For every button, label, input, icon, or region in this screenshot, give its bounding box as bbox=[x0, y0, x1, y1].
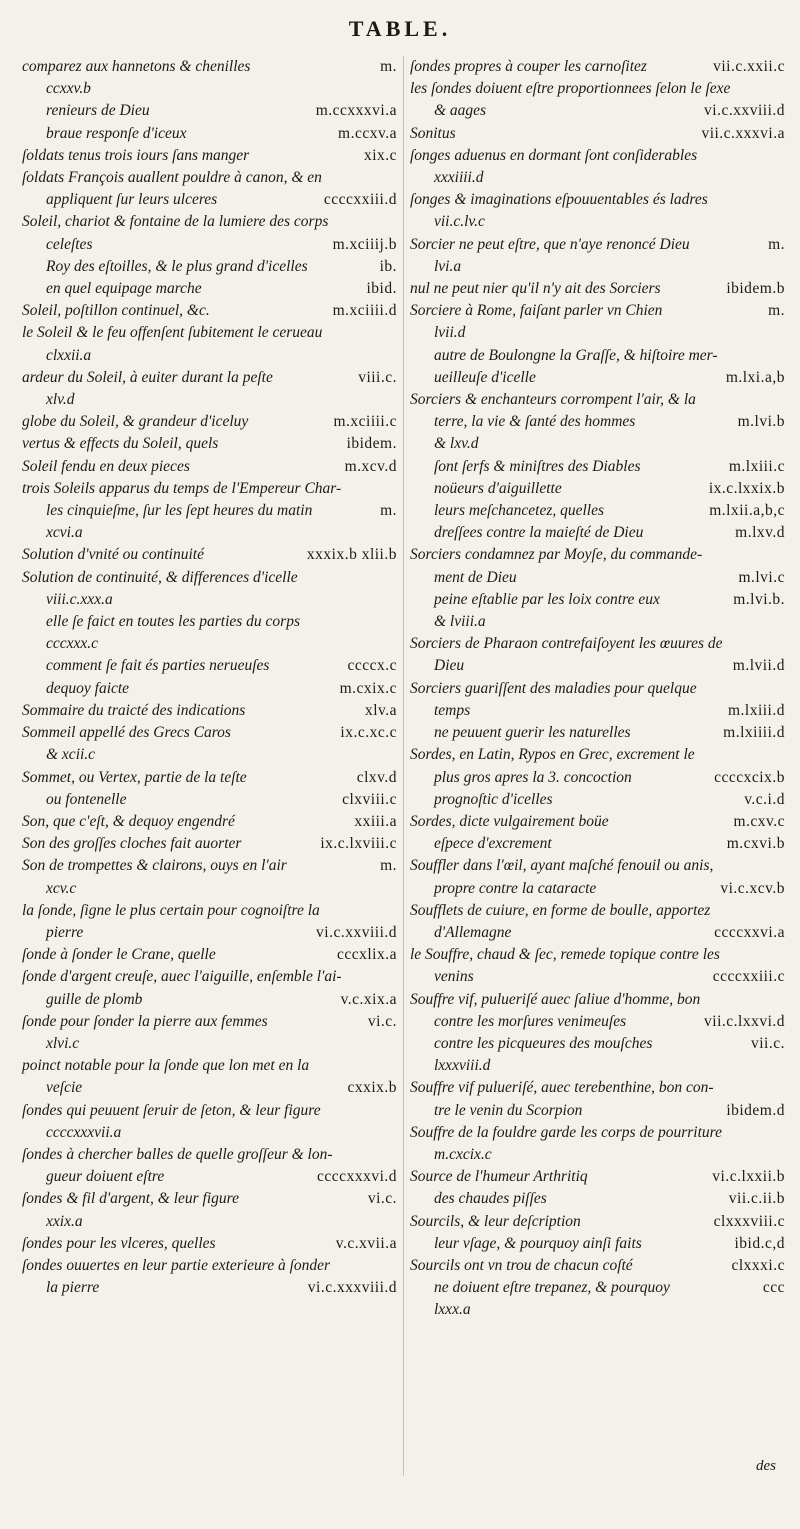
entry-text: lvii.d bbox=[434, 324, 466, 342]
index-entry bbox=[410, 1100, 785, 1122]
index-entry bbox=[22, 1100, 397, 1122]
index-entry bbox=[22, 722, 397, 744]
entry-text: comparez aux hannetons & chenilles bbox=[22, 58, 251, 75]
entry-text: ſonges & imaginations eſpouuentables és ladres bbox=[410, 191, 708, 209]
entry-text: Solution de continuité, & differences d'icelle bbox=[22, 568, 298, 586]
entry-text: les ſondes doiuent eſtre proportionnees ſelon le ſexe bbox=[410, 80, 731, 98]
entry-reference: ix.c.lxxix.b bbox=[708, 479, 785, 497]
right-column bbox=[410, 56, 785, 1322]
entry-reference: vii.c.ii.b bbox=[728, 1190, 785, 1208]
entry-reference: m.xciiij.b bbox=[332, 235, 397, 253]
index-entry bbox=[22, 655, 397, 677]
index-entry bbox=[22, 789, 397, 811]
index-entry bbox=[22, 345, 397, 367]
entry-text: Soleil fendu en deux pieces bbox=[22, 457, 190, 475]
index-entry bbox=[410, 1211, 785, 1233]
entry-text: ſondes ouuertes en leur partie exterieure à ſonder bbox=[22, 1256, 331, 1274]
entry-reference: ibid.c,d bbox=[734, 1234, 785, 1252]
index-entry bbox=[22, 567, 397, 589]
entry-text: ſondes & fil d'argent, & leur figure bbox=[22, 1190, 239, 1208]
index-entry bbox=[410, 700, 785, 722]
entry-text: ueilleuſe d'icelle bbox=[434, 368, 536, 386]
entry-reference: m.cxix.c bbox=[339, 679, 397, 697]
entry-reference: viii.c. bbox=[358, 368, 397, 386]
index-entry bbox=[410, 789, 785, 811]
entry-reference: vi.c.xxviii.d bbox=[316, 923, 397, 941]
entry-reference: ccccxxiii.d bbox=[323, 191, 397, 209]
index-entry bbox=[22, 211, 397, 233]
entry-text: ſondes propres à couper les carnoſitez bbox=[410, 58, 647, 75]
index-entry bbox=[22, 123, 397, 145]
index-entry bbox=[22, 944, 397, 966]
entry-reference: vi.c.lxxii.b bbox=[712, 1168, 785, 1186]
index-entry bbox=[22, 678, 397, 700]
index-entry bbox=[410, 256, 785, 278]
entry-reference: cxxix.b bbox=[347, 1079, 397, 1097]
index-entry bbox=[410, 389, 785, 411]
entry-text: propre contre la cataracte bbox=[434, 879, 597, 897]
index-entry bbox=[22, 1122, 397, 1144]
entry-reference: vi.c. bbox=[367, 1012, 397, 1030]
index-entry bbox=[22, 1033, 397, 1055]
index-entry bbox=[22, 922, 397, 944]
entry-reference: m. bbox=[380, 502, 397, 520]
entry-text: m.cxcix.c bbox=[434, 1145, 492, 1163]
index-entry bbox=[410, 322, 785, 344]
entry-reference: vi.c.xxviii.d bbox=[704, 102, 785, 120]
entry-reference: m.lxv.d bbox=[735, 524, 785, 542]
entry-text: leurs meſchancetez, quelles bbox=[434, 502, 605, 520]
entry-text: Son des groſſes cloches fait auorter bbox=[22, 835, 242, 853]
entry-text: ſonde à ſonder le Crane, quelle bbox=[22, 946, 216, 964]
entry-reference: xix.c bbox=[363, 146, 397, 164]
entry-text: Roy des eſtoilles, & le plus grand d'icelles bbox=[46, 257, 308, 275]
entry-reference: ix.c.xc.c bbox=[340, 724, 397, 742]
entry-text: Souffre de la fouldre garde les corps de pourriture bbox=[410, 1123, 722, 1141]
index-entry bbox=[410, 966, 785, 988]
entry-text: xlv.d bbox=[46, 391, 75, 409]
index-entry bbox=[410, 1033, 785, 1055]
entry-text: ſont ſerfs & miniſtres des Diables bbox=[434, 457, 641, 475]
entry-text: ſoldats tenus trois iours ſans manger bbox=[22, 146, 250, 164]
entry-reference: m. bbox=[768, 302, 785, 320]
entry-reference: xxiii.a bbox=[354, 812, 397, 830]
entry-reference: m.lxi.a,b bbox=[725, 368, 785, 386]
entry-reference: m.xciiii.d bbox=[332, 302, 397, 320]
entry-text: lxxxviii.d bbox=[434, 1057, 491, 1075]
index-entry bbox=[410, 78, 785, 100]
index-entry bbox=[22, 878, 397, 900]
entry-reference: m.lxiii.c bbox=[728, 457, 785, 475]
entry-text: le Soleil & le feu offenſent ſubitement le cerueau bbox=[22, 324, 323, 342]
index-entry bbox=[22, 78, 397, 100]
entry-reference: vii.c.xxxvi.a bbox=[701, 124, 785, 142]
entry-text: & lxv.d bbox=[434, 435, 479, 453]
entry-text: Sourcils ont vn trou de chacun coſté bbox=[410, 1256, 633, 1274]
index-entry bbox=[410, 611, 785, 633]
entry-text: Soleil, chariot & fontaine de la lumiere des corps bbox=[22, 213, 329, 231]
index-entry bbox=[22, 256, 397, 278]
index-entry bbox=[410, 1255, 785, 1277]
entry-reference: ibid. bbox=[366, 280, 397, 298]
entry-text: Souffre vif, pulueriſé auec ſaliue d'homme, bon bbox=[410, 990, 701, 1008]
index-entry bbox=[22, 589, 397, 611]
index-entry bbox=[410, 167, 785, 189]
entry-text: trois Soleils apparus du temps de l'Empereur Char- bbox=[22, 479, 342, 497]
index-entry bbox=[410, 56, 785, 78]
entry-text: temps bbox=[434, 701, 471, 719]
entry-text: guille de plomb bbox=[46, 990, 143, 1008]
index-entry bbox=[22, 1166, 397, 1188]
entry-reference: vi.c.xxxviii.d bbox=[307, 1279, 397, 1297]
entry-text: Son, que c'eſt, & dequoy engendré bbox=[22, 812, 235, 830]
entry-text: contre les morſures venimeuſes bbox=[434, 1012, 627, 1030]
entry-reference: m. bbox=[768, 235, 785, 253]
index-entry bbox=[22, 145, 397, 167]
entry-text: Sorciers & enchanteurs corrompent l'air, & la bbox=[410, 391, 696, 409]
entry-reference: ccccx.c bbox=[347, 657, 397, 675]
index-entry bbox=[410, 211, 785, 233]
index-entry bbox=[410, 123, 785, 145]
entry-text: poinct notable pour la ſonde que lon met en la bbox=[22, 1057, 310, 1075]
left-column bbox=[22, 56, 397, 1299]
entry-text: celeſtes bbox=[46, 235, 93, 253]
entry-text: Son de trompettes & clairons, ouys en l'air bbox=[22, 857, 287, 875]
index-entry bbox=[410, 544, 785, 566]
index-entry bbox=[22, 1211, 397, 1233]
entry-text: Sordes, dicte vulgairement boüe bbox=[410, 812, 609, 830]
entry-reference: v.c.xvii.a bbox=[335, 1234, 397, 1252]
index-entry bbox=[22, 1233, 397, 1255]
entry-reference: v.c.i.d bbox=[744, 790, 785, 808]
index-entry bbox=[410, 744, 785, 766]
entry-text: ment de Dieu bbox=[434, 568, 517, 586]
entry-reference: v.c.xix.a bbox=[340, 990, 397, 1008]
entry-reference: vi.c. bbox=[367, 1190, 397, 1208]
entry-text: elle ſe faict en toutes les parties du corps bbox=[46, 613, 300, 631]
entry-text: la ſonde, ſigne le plus certain pour cognoiſtre la bbox=[22, 901, 320, 919]
entry-text: lxxx.a bbox=[434, 1301, 471, 1319]
entry-text: nul ne peut nier qu'il n'y ait des Sorciers bbox=[410, 280, 661, 298]
entry-reference: xxxix.b xlii.b bbox=[306, 546, 397, 564]
entry-reference: ccccxxvi.a bbox=[714, 923, 785, 941]
index-entry bbox=[410, 1233, 785, 1255]
entry-text: terre, la vie & ſanté des hommes bbox=[434, 413, 636, 431]
index-entry bbox=[410, 300, 785, 322]
entry-text: tre le venin du Scorpion bbox=[434, 1101, 583, 1119]
entry-text: clxxii.a bbox=[46, 346, 92, 364]
entry-reference: m.lxiiii.d bbox=[723, 724, 785, 742]
index-entry bbox=[22, 833, 397, 855]
entry-text: Sommeil appellé des Grecs Caros bbox=[22, 724, 231, 742]
entry-reference: ccccxxiii.c bbox=[712, 968, 785, 986]
entry-text: pierre bbox=[46, 923, 84, 941]
entry-text: ne doiuent eſtre trepanez, & pourquoy bbox=[434, 1279, 670, 1297]
index-entry bbox=[410, 722, 785, 744]
index-entry bbox=[22, 278, 397, 300]
entry-text: & lviii.a bbox=[434, 613, 486, 631]
index-entry bbox=[22, 433, 397, 455]
index-entry bbox=[410, 500, 785, 522]
index-entry bbox=[410, 1055, 785, 1077]
entry-text: peine eſtablie par les loix contre eux bbox=[434, 590, 660, 608]
entry-reference: m.lvi.b bbox=[737, 413, 785, 431]
index-entry bbox=[22, 611, 397, 633]
index-entry bbox=[410, 922, 785, 944]
index-entry bbox=[22, 900, 397, 922]
entry-reference: m.ccxv.a bbox=[338, 124, 397, 142]
entry-reference: ccccxxxvi.d bbox=[317, 1168, 397, 1186]
index-entry bbox=[410, 278, 785, 300]
entry-text: Sommaire du traicté des indications bbox=[22, 701, 246, 719]
entry-text: ſondes qui peuuent ſeruir de ſeton, & leur figure bbox=[22, 1101, 321, 1119]
index-entry bbox=[410, 456, 785, 478]
entry-text: des chaudes piſſes bbox=[434, 1190, 547, 1208]
entry-reference: m.xcv.d bbox=[344, 457, 397, 475]
entry-reference: ibidem. bbox=[346, 435, 397, 453]
entry-text: Sorcier ne peut eſtre, que n'aye renoncé Dieu bbox=[410, 235, 690, 253]
entry-reference: m.ccxxxvi.a bbox=[315, 102, 397, 120]
entry-text: ſonde pour ſonder la pierre aux femmes bbox=[22, 1012, 268, 1030]
entry-text: ccccxxxvii.a bbox=[46, 1123, 122, 1141]
index-entry bbox=[410, 900, 785, 922]
index-entry bbox=[22, 456, 397, 478]
entry-text: xcvi.a bbox=[46, 524, 83, 542]
entry-text: renieurs de Dieu bbox=[46, 102, 150, 120]
index-entry bbox=[22, 478, 397, 500]
entry-text: xlvi.c bbox=[46, 1034, 80, 1052]
index-entry bbox=[22, 1011, 397, 1033]
entry-text: ſonges aduenus en dormant ſont conſiderables bbox=[410, 146, 698, 164]
entry-reference: m. bbox=[380, 857, 397, 875]
entry-text: Sordes, en Latin, Rypos en Grec, excrement le bbox=[410, 746, 695, 764]
index-entry bbox=[410, 411, 785, 433]
index-entry bbox=[22, 811, 397, 833]
index-entry bbox=[410, 478, 785, 500]
index-entry bbox=[410, 1299, 785, 1321]
index-entry bbox=[22, 56, 397, 78]
index-entry bbox=[410, 1122, 785, 1144]
entry-text: venins bbox=[434, 968, 474, 986]
entry-reference: vii.c. bbox=[751, 1034, 785, 1052]
index-entry bbox=[410, 855, 785, 877]
entry-text: Soleil, poſtillon continuel, &c. bbox=[22, 302, 210, 320]
index-entry bbox=[410, 433, 785, 455]
index-entry bbox=[410, 234, 785, 256]
catchword: des bbox=[756, 1458, 776, 1474]
index-entry bbox=[410, 100, 785, 122]
index-entry bbox=[22, 744, 397, 766]
entry-text: eſpece d'excrement bbox=[434, 835, 552, 853]
entry-text: veſcie bbox=[46, 1079, 83, 1097]
entry-text: Sorciers de Pharaon contrefaiſoyent les œuures de bbox=[410, 635, 723, 653]
index-entry bbox=[22, 100, 397, 122]
entry-reference: cccxlix.a bbox=[336, 946, 397, 964]
entry-text: Sorciers guariſſent des maladies pour quelque bbox=[410, 679, 697, 697]
index-entry bbox=[22, 500, 397, 522]
entry-text: & aages bbox=[434, 102, 487, 120]
index-entry bbox=[410, 633, 785, 655]
entry-text: braue responſe d'iceux bbox=[46, 124, 187, 142]
index-entry bbox=[410, 589, 785, 611]
index-entry bbox=[22, 700, 397, 722]
entry-reference: ix.c.lxviii.c bbox=[320, 835, 397, 853]
index-entry bbox=[410, 1077, 785, 1099]
entry-reference: m.lvi.b. bbox=[733, 590, 785, 608]
entry-text: Sorciers condamnez par Moyſe, du commande- bbox=[410, 546, 703, 564]
entry-text: Souffre vif pulueriſé, auec terebenthine, bon con- bbox=[410, 1079, 714, 1097]
index-entry bbox=[22, 322, 397, 344]
index-entry bbox=[410, 655, 785, 677]
entry-text: Solution d'vnité ou continuité bbox=[22, 546, 204, 564]
entry-text: xxxiiii.d bbox=[434, 169, 484, 187]
entry-text: ne peuuent guerir les naturelles bbox=[434, 724, 631, 742]
index-entry bbox=[410, 345, 785, 367]
page-header: TABLE. bbox=[348, 16, 452, 41]
entry-reference: ibidem.d bbox=[726, 1101, 785, 1119]
entry-text: les cinquieſme, ſur les ſept heures du matin bbox=[46, 502, 313, 520]
entry-reference: vii.c.xxii.c bbox=[713, 58, 785, 75]
entry-text: leur vſage, & pourquoy ainſi faits bbox=[434, 1234, 642, 1252]
index-entry bbox=[22, 522, 397, 544]
index-entry bbox=[22, 544, 397, 566]
column-divider bbox=[403, 56, 404, 1476]
entry-text: ccxxv.b bbox=[46, 80, 91, 98]
index-entry bbox=[410, 567, 785, 589]
index-entry bbox=[410, 1166, 785, 1188]
entry-text: en quel equipage marche bbox=[46, 280, 202, 298]
entry-text: Soufflets de cuiure, en forme de boulle, apportez bbox=[410, 901, 711, 919]
index-entry bbox=[410, 1188, 785, 1210]
entry-reference: m.xciiii.c bbox=[333, 413, 397, 431]
index-entry bbox=[22, 633, 397, 655]
entry-text: lvi.a bbox=[434, 257, 462, 275]
entry-text: noüeurs d'aiguillette bbox=[434, 479, 562, 497]
entry-reference: m.cxvi.b bbox=[726, 835, 785, 853]
entry-text: Dieu bbox=[434, 657, 465, 675]
entry-text: appliquent ſur leurs ulceres bbox=[46, 191, 218, 209]
index-entry bbox=[410, 989, 785, 1011]
entry-text: prognoſtic d'icelles bbox=[434, 790, 553, 808]
index-entry bbox=[410, 1277, 785, 1299]
index-entry bbox=[22, 411, 397, 433]
index-entry bbox=[410, 678, 785, 700]
entry-text: le Souffre, chaud & ſec, remede topique contre les bbox=[410, 946, 720, 964]
entry-text: Souffler dans l'œil, ayant maſché fenouil ou anis, bbox=[410, 857, 714, 875]
entry-reference: clxviii.c bbox=[342, 790, 397, 808]
entry-reference: ibidem.b bbox=[726, 280, 785, 298]
index-entry bbox=[410, 1011, 785, 1033]
entry-reference: m.lvi.c bbox=[738, 568, 785, 586]
entry-text: gueur doiuent eſtre bbox=[46, 1168, 165, 1186]
entry-text: & xcii.c bbox=[46, 746, 96, 764]
index-entry bbox=[410, 522, 785, 544]
entry-text: cccxxx.c bbox=[46, 635, 99, 653]
index-entry bbox=[410, 1144, 785, 1166]
entry-reference: m.lvii.d bbox=[732, 657, 785, 675]
index-entry bbox=[410, 811, 785, 833]
entry-reference: clxv.d bbox=[356, 768, 397, 786]
entry-text: ſonde d'argent creuſe, auec l'aiguille, enſemble l'ai- bbox=[22, 968, 342, 986]
entry-text: ardeur du Soleil, à euiter durant la peſte bbox=[22, 368, 273, 386]
entry-reference: m.lxiii.d bbox=[727, 701, 785, 719]
entry-text: vertus & effects du Soleil, quels bbox=[22, 435, 219, 453]
index-entry bbox=[22, 1077, 397, 1099]
entry-text: dequoy faicte bbox=[46, 679, 130, 697]
entry-reference: xlv.a bbox=[364, 701, 397, 719]
entry-reference: clxxxi.c bbox=[731, 1256, 785, 1274]
index-entry bbox=[410, 367, 785, 389]
entry-text: xcv.c bbox=[46, 879, 77, 897]
entry-text: ſoldats François auallent pouldre à canon, & en bbox=[22, 169, 322, 187]
entry-reference: vi.c.xcv.b bbox=[720, 879, 785, 897]
index-entry bbox=[22, 989, 397, 1011]
index-entry bbox=[410, 833, 785, 855]
entry-reference: m.lxii.a,b,c bbox=[709, 502, 785, 520]
index-entry bbox=[22, 167, 397, 189]
index-entry bbox=[410, 944, 785, 966]
entry-text: globe du Soleil, & grandeur d'iceluy bbox=[22, 413, 249, 431]
index-entry bbox=[22, 389, 397, 411]
entry-text: d'Allemagne bbox=[434, 923, 512, 941]
entry-text: ſondes à chercher balles de quelle groſſeur & lon- bbox=[22, 1145, 333, 1163]
index-entry bbox=[22, 300, 397, 322]
entry-text: vii.c.lv.c bbox=[434, 213, 485, 231]
entry-text: Sourcils, & leur deſcription bbox=[410, 1212, 581, 1230]
index-entry bbox=[22, 189, 397, 211]
entry-text: Source de l'humeur Arthritiq bbox=[410, 1168, 588, 1186]
entry-text: Sorciere à Rome, faiſant parler vn Chien bbox=[410, 302, 663, 320]
entry-text: xxix.a bbox=[46, 1212, 83, 1230]
entry-text: ſondes pour les vlceres, quelles bbox=[22, 1234, 216, 1252]
index-entry bbox=[22, 1144, 397, 1166]
entry-reference: ccccxcix.b bbox=[714, 768, 785, 786]
entry-reference: ccc bbox=[762, 1279, 785, 1297]
entry-text: dreſſees contre la maieſté de Dieu bbox=[434, 524, 644, 542]
index-entry bbox=[22, 1055, 397, 1077]
index-entry bbox=[22, 767, 397, 789]
entry-reference: vii.c.lxxvi.d bbox=[704, 1012, 785, 1030]
index-entry bbox=[22, 367, 397, 389]
index-entry bbox=[22, 855, 397, 877]
entry-text: contre les picqueures des mouſches bbox=[434, 1034, 653, 1052]
entry-reference: m. bbox=[380, 58, 397, 75]
index-entry bbox=[410, 145, 785, 167]
entry-text: plus gros apres la 3. concoction bbox=[434, 768, 632, 786]
entry-text: viii.c.xxx.a bbox=[46, 590, 113, 608]
entry-reference: ib. bbox=[379, 257, 397, 275]
index-entry bbox=[410, 878, 785, 900]
index-entry bbox=[22, 966, 397, 988]
entry-text: ou fontenelle bbox=[46, 790, 127, 808]
entry-text: la pierre bbox=[46, 1279, 100, 1297]
entry-text: autre de Boulongne la Graſſe, & hiſtoire mer- bbox=[434, 346, 718, 364]
index-entry bbox=[22, 1255, 397, 1277]
index-entry bbox=[22, 1188, 397, 1210]
entry-text: comment ſe fait és parties nerueuſes bbox=[46, 657, 270, 675]
index-entry bbox=[410, 767, 785, 789]
entry-reference: m.cxv.c bbox=[733, 812, 785, 830]
entry-text: Sommet, ou Vertex, partie de la teſte bbox=[22, 768, 247, 786]
index-entry bbox=[410, 189, 785, 211]
index-entry bbox=[22, 234, 397, 256]
index-entry bbox=[22, 1277, 397, 1299]
entry-text: Sonitus bbox=[410, 124, 456, 142]
entry-reference: clxxxviii.c bbox=[713, 1212, 785, 1230]
